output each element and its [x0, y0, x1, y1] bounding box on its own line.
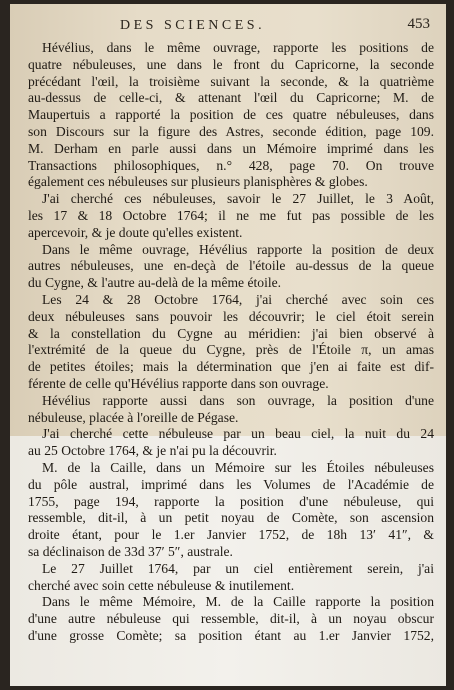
text-line: du Cygne, & l'autre au-delà de la même étoile.: [28, 275, 282, 291]
text-line: au-dessus de celle-ci, & attenant l'œil du Capricorne; M. de: [28, 90, 434, 106]
text-line: Dans le même Mémoire, M. de la Caille rapporte la position: [42, 594, 434, 610]
text-line: Dans le même ouvrage, Hévélius rapporte la position de deux: [42, 241, 434, 257]
text-line: d'une autre nébuleuse qui ressemble, dit-il, à un noyau obscur: [28, 611, 434, 627]
text-line: droite étant, pour le 1.er Janvier 1752, de 18h 13′ 41″, &: [28, 527, 434, 543]
text-line: Maupertuis a rapporté la position de ces quatre nébuleuses, dans: [28, 107, 434, 123]
text-line: d'une grosse Comète; sa position étant au 1.er Janvier 1752,: [28, 627, 434, 643]
page-number: 453: [407, 16, 430, 32]
text-line: Transactions philosophiques, n.° 428, page 70. On trouve: [28, 157, 434, 173]
text-line: & la constellation du Cygne au méridien: j'ai bien observé à: [28, 325, 434, 341]
text-line: deux nébuleuses sans pouvoir les découvrir; le ciel étoit serein: [28, 308, 434, 324]
text-line: M. Derham en parle aussi dans un Mémoire imprimé dans les: [28, 140, 434, 156]
text-line: sa déclinaison de 33d 37′ 5″, australe.: [28, 543, 233, 559]
text-line: nébuleuse, placée à l'oreille de Pégase.: [28, 409, 239, 425]
text-line: quatre nébuleuses, une dans le front du Capricorne, la seconde: [28, 56, 434, 72]
text-line: l'extrémité de la queue du Cygne, près de l'Étoile π, un amas: [28, 342, 434, 358]
text-line: de petites étoiles; mais la détermination que j'en ai faite est dif-: [28, 359, 434, 375]
text-line: Le 27 Juillet 1764, par un ciel entièrement serein, j'ai: [42, 560, 434, 576]
text-line: les 17 & 18 Octobre 1764; il ne me fut pas possible de les: [28, 207, 434, 223]
text-line: également ces nébuleuses sur plusieurs planisphères & globes.: [28, 174, 368, 190]
page-content: [10, 4, 446, 686]
text-line: Hévélius, dans le même ouvrage, rapporte les positions de: [42, 40, 434, 55]
text-line: son Discours sur la figure des Astres, seconde édition, page 109.: [28, 123, 434, 139]
text-line: apercevoir, & je doute qu'elles existent.: [28, 224, 243, 240]
text-line: férente de celle qu'Hévélius rapporte dans son ouvrage.: [28, 375, 329, 391]
body-text: [28, 40, 434, 645]
text-line: Les 24 & 28 Octobre 1764, j'ai cherché avec soin ces: [42, 291, 434, 307]
text-line: 1755, page 194, rapporte la position d'une nébuleuse, qui: [28, 493, 434, 509]
text-line: ressemble, dit-il, à un petit noyau de Comète, son ascension: [28, 510, 434, 526]
text-line: du pôle austral, imprimé dans les Volumes de l'Académie de: [28, 476, 434, 492]
text-line: M. de la Caille, dans un Mémoire sur les Étoiles nébuleuses: [42, 459, 434, 475]
running-title: DES SCIENCES.: [120, 18, 266, 33]
text-line: Hévélius rapporte aussi dans son ouvrage, la position d'une: [42, 392, 434, 408]
text-line: J'ai cherché cette nébuleuse par un beau ciel, la nuit du 24: [42, 426, 434, 442]
page-header: [10, 16, 446, 36]
text-line: J'ai cherché ces nébuleuses, savoir le 27 Juillet, le 3 Août,: [42, 191, 434, 207]
text-line: cherché avec soin cette nébuleuse & inutilement.: [28, 577, 295, 593]
text-line: au 25 Octobre 1764, & je n'ai pu la découvrir.: [28, 443, 277, 459]
text-line: autres nébuleuses, une en-deçà de l'étoile au-dessus de la queue: [28, 258, 434, 274]
text-line: précédant l'œil, la troisième suivant la seconde, & la quatrième: [28, 73, 434, 89]
